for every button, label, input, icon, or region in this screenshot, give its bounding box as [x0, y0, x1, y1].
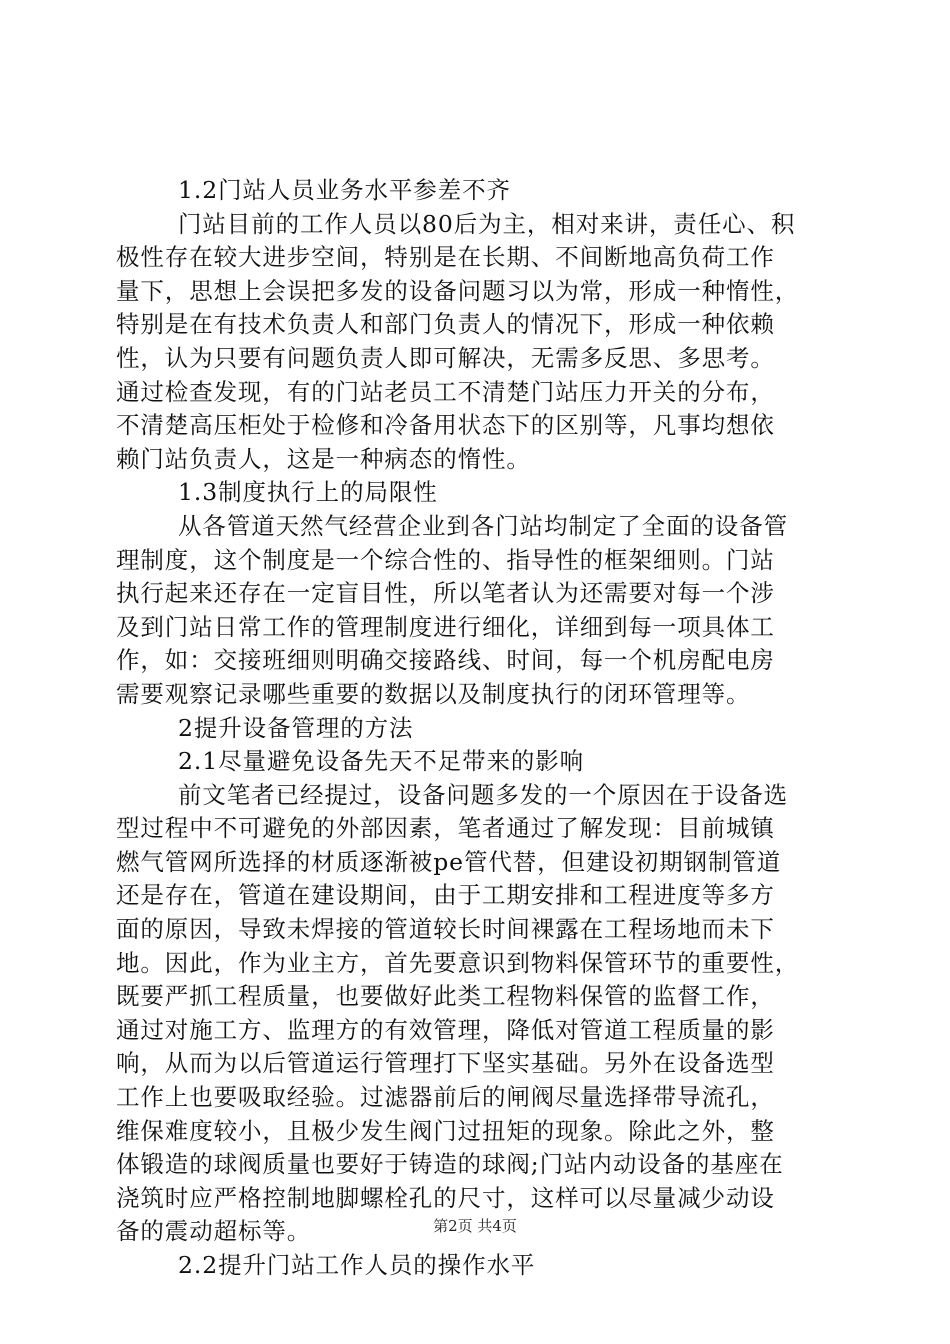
page-footer: 第2页 共4页 [433, 1217, 517, 1235]
text-line: 量下，思想上会误把多发的设备问题习以为常，形成一种惰性， [116, 276, 800, 305]
text-line: 执行起来还存在一定盲目性，所以笔者认为还需要对每一个涉 [116, 579, 775, 608]
text-line: 备的震动超标等。 [116, 1217, 312, 1246]
text-line: 通过检查发现，有的门站老员工不清楚门站压力开关的分布， [116, 377, 775, 406]
text-line: 不清楚高压柜处于检修和冷备用状态下的区别等，凡事均想依 [116, 411, 775, 440]
text-line: 浇筑时应严格控制地脚螺栓孔的尺寸，这样可以尽量减少动设 [116, 1183, 775, 1212]
text-line: 门站目前的工作人员以80后为主，相对来讲，责任心、积 [178, 209, 796, 238]
text-line: 燃气管网所选择的材质逐渐被pe管代替，但建设初期钢制管道 [116, 847, 782, 876]
document-body [116, 174, 838, 1283]
text-line: 作，如：交接班细则明确交接路线、时间，每一个机房配电房 [116, 646, 775, 675]
text-line: 既要严抓工程质量，也要做好此类工程物料保管的监督工作， [116, 982, 775, 1011]
text-line: 1.3制度执行上的局限性 [178, 478, 438, 507]
text-line: 性，认为只要有问题负责人即可解决，无需多反思、多思考。 [116, 343, 775, 372]
text-line: 面的原因，导致未焊接的管道较长时间裸露在工程场地而未下 [116, 915, 775, 944]
text-line: 从各管道天然气经营企业到各门站均制定了全面的设备管 [178, 511, 788, 540]
text-line: 及到门站日常工作的管理制度进行细化，详细到每一项具体工 [116, 612, 775, 641]
text-line: 2提升设备管理的方法 [178, 713, 414, 742]
text-line: 极性存在较大进步空间，特别是在长期、不间断地高负荷工作 [116, 243, 775, 272]
text-line: 还是存在，管道在建设期间，由于工期安排和工程进度等多方 [116, 881, 775, 910]
text-line: 特别是在有技术负责人和部门负责人的情况下，形成一种依赖 [116, 310, 775, 339]
text-line: 型过程中不可避免的外部因素，笔者通过了解发现：目前城镇 [116, 814, 775, 843]
text-line: 地。因此，作为业主方，首先要意识到物料保管环节的重要性， [116, 948, 800, 977]
text-line: 工作上也要吸取经验。过滤器前后的闸阀尽量选择带导流孔， [116, 1083, 775, 1112]
text-line: 2.2提升门站工作人员的操作水平 [178, 1251, 536, 1279]
text-line: 需要观察记录哪些重要的数据以及制度执行的闭环管理等。 [116, 679, 751, 708]
text-line: 赖门站负责人，这是一种病态的惰性。 [116, 444, 531, 473]
text-line: 体锻造的球阀质量也要好于铸造的球阀;门站内动设备的基座在 [116, 1150, 784, 1179]
text-line: 理制度，这个制度是一个综合性的、指导性的框架细则。门站 [116, 545, 775, 574]
text-line: 响，从而为以后管道运行管理打下坚实基础。另外在设备选型 [116, 1049, 775, 1078]
text-line: 维保难度较小，且极少发生阀门过扭矩的现象。除此之外，整 [116, 1116, 775, 1145]
text-line: 通过对施工方、监理方的有效管理，降低对管道工程质量的影 [116, 1015, 775, 1044]
text-line: 2.1尽量避免设备先天不足带来的影响 [178, 747, 585, 776]
text-line: 前文笔者已经提过，设备问题多发的一个原因在于设备选 [178, 780, 788, 809]
text-line: 1.2门站人员业务水平参差不齐 [178, 176, 511, 204]
